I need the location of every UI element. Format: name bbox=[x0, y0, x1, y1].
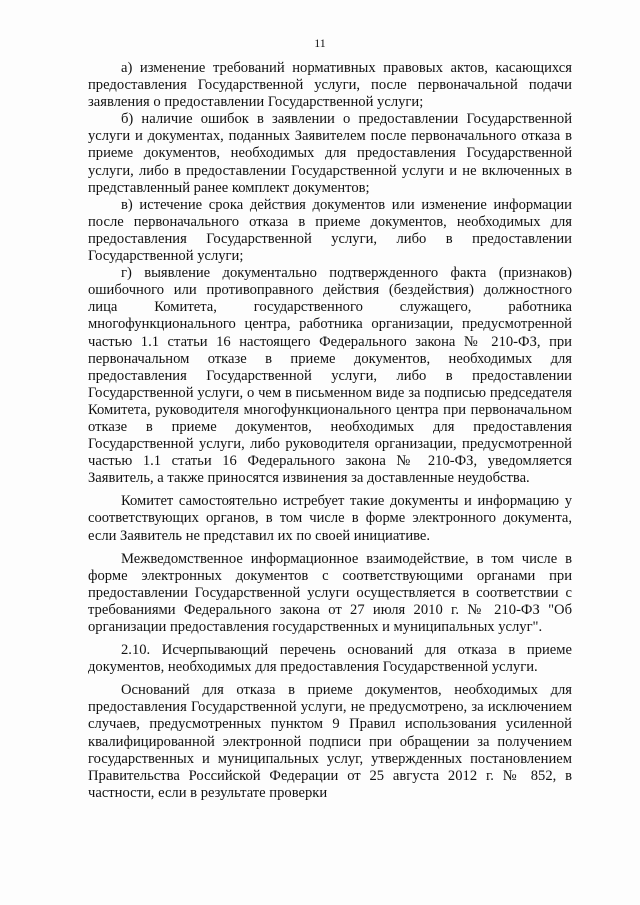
paragraph-item-v: в) истечение срока действия документов или изменение информации после первоначального отказа в приеме документов, необходимых для предоставления Государственной услуги, либо в предоставлении Государственной услуги; bbox=[88, 196, 572, 265]
section-heading-2-10: 2.10. Исчерпывающий перечень оснований для отказа в приеме документов, необходимых для предоставления Государственной услуги. bbox=[88, 642, 572, 676]
paragraph-committee-requests: Комитет самостоятельно истребует такие документы и информацию у соответствующих органов, в том числе в форме электронного документа, если Заявитель не представил их по своей инициативе. bbox=[88, 493, 572, 544]
paragraph-item-a: а) изменение требований нормативных правовых актов, касающихся предоставления Государственной услуги, после первоначальной подачи заявления о предоставлении Государственной услуги; bbox=[88, 60, 572, 111]
document-body bbox=[88, 60, 572, 802]
paragraph-grounds-for-refusal: Оснований для отказа в приеме документов, необходимых для предоставления Государственной услуги, не предусмотрено, за исключением случаев, предусмотренных пунктом 9 Правил использования усиленной квалифицированной электронной подписи при обращении за получением государственных и муниципальных услуг, утвержденных постановлением Правительства Российской Федерации от 25 августа 2012 г. № 852, в частности, если в результате проверки bbox=[88, 682, 572, 801]
page-number: 11 bbox=[314, 36, 326, 50]
paragraph-item-b: б) наличие ошибок в заявлении о предоставлении Государственной услуги и документах, поданных Заявителем после первоначального отказа в приеме документов, необходимых для предоставления Государственной услуги, либо в предоставлении Государственной услуги и не включенных в представленный ранее комплект документов; bbox=[88, 111, 572, 196]
paragraph-interagency-interaction: Межведомственное информационное взаимодействие, в том числе в форме электронных документов с соответствующими органами при предоставлении Государственной услуги осуществляется в соответствии с требованиями Федерального закона от 27 июля 2010 г. № 210-ФЗ "Об организации предоставления государственных и муниципальных услуг". bbox=[88, 550, 572, 635]
paragraph-item-g: г) выявление документально подтвержденного факта (признаков) ошибочного или противоправного действия (бездействия) должностного лица Комитета, государственного служащего, работника многофункционального центра, работника организации, предусмотренной частью 1.1 статьи 16 настоящего Федерального закона № 210-ФЗ, при первоначальном отказе в приеме документов, необходимых для предоставления Государственной услуги, либо в предоставлении Государственной услуги, о чем в письменном виде за подписью председателя Комитета, руководителя многофункционального центра при первоначальном отказе в приеме документов, необходимых для предоставления Государственной услуги, либо руководителя организации, предусмотренной частью 1.1 статьи 16 Федерального закона № 210-ФЗ, уведомляется Заявитель, а также приносятся извинения за доставленные неудобства. bbox=[88, 265, 572, 487]
